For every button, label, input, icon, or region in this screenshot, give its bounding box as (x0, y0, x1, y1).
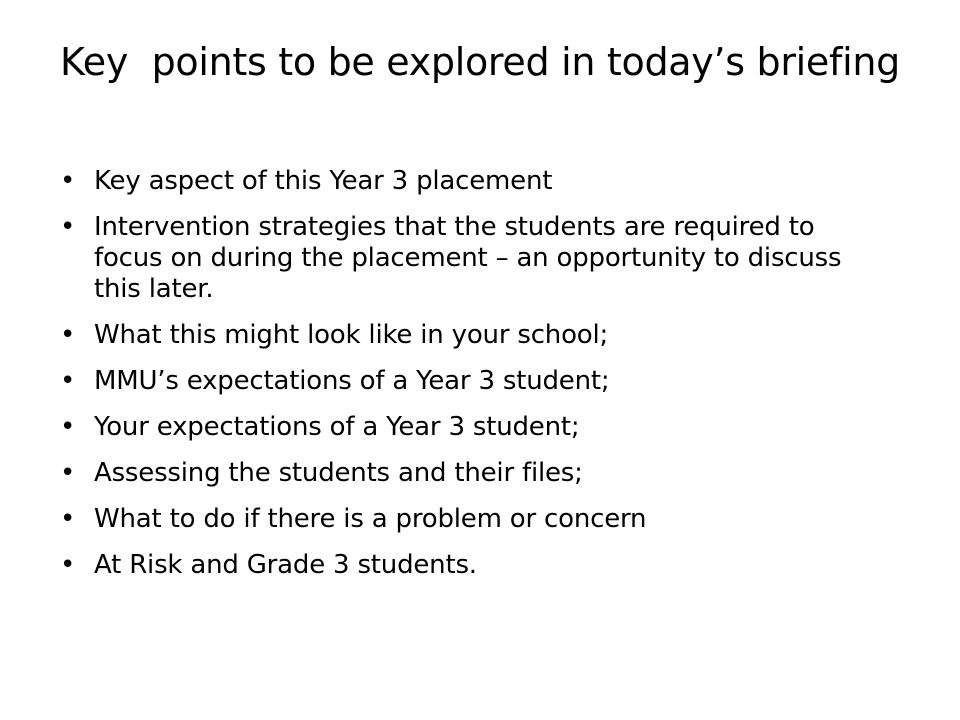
slide-title: Key points to be explored in today’s briefing (60, 40, 900, 84)
bullet-dot-icon: • (60, 458, 76, 488)
bullet-dot-icon: • (60, 166, 76, 196)
bullet-item (56, 320, 876, 351)
bullet-text: At Risk and Grade 3 students. (94, 550, 477, 580)
bullet-text: MMU’s expectations of a Year 3 student; (94, 366, 610, 396)
bullet-list (56, 166, 876, 596)
bullet-text: What to do if there is a problem or concern (94, 504, 647, 534)
bullet-item (56, 166, 876, 197)
bullet-item (56, 458, 876, 489)
bullet-text: Your expectations of a Year 3 student; (94, 412, 580, 442)
bullet-dot-icon: • (60, 212, 76, 242)
bullet-item (56, 550, 876, 581)
bullet-item (56, 412, 876, 443)
bullet-dot-icon: • (60, 504, 76, 534)
bullet-item (56, 504, 876, 535)
bullet-text: What this might look like in your school; (94, 320, 609, 350)
bullet-item (56, 366, 876, 397)
bullet-item (56, 212, 876, 305)
bullet-dot-icon: • (60, 320, 76, 350)
bullet-text: Intervention strategies that the students are required to focus on during the placement – an opportunity to discuss this later. (94, 212, 842, 304)
bullet-dot-icon: • (60, 550, 76, 580)
bullet-text: Key aspect of this Year 3 placement (94, 166, 553, 196)
bullet-text: Assessing the students and their files; (94, 458, 583, 488)
bullet-dot-icon: • (60, 412, 76, 442)
bullet-dot-icon: • (60, 366, 76, 396)
